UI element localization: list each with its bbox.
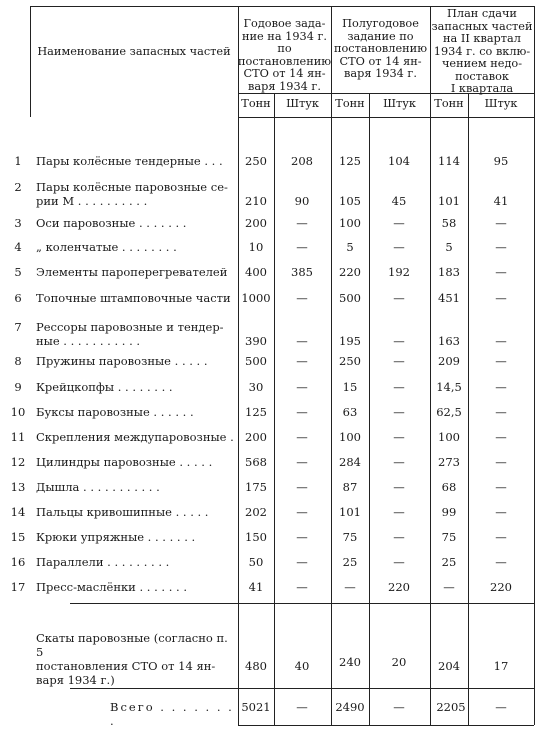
- cell-value: —: [393, 480, 405, 494]
- cell-value: —: [393, 530, 405, 544]
- row-number: 1: [14, 154, 22, 168]
- cell-value: —: [296, 334, 308, 348]
- row-number: 12: [10, 455, 26, 469]
- row-name: Пары колёсные тендерные . . .: [36, 154, 223, 168]
- skaty-value: 20: [391, 655, 407, 669]
- cell-value: 75: [342, 530, 358, 544]
- cell-value: 25: [441, 555, 457, 569]
- cell-value: 451: [438, 291, 460, 305]
- row-number: 15: [10, 530, 26, 544]
- row-number: 3: [14, 216, 22, 230]
- row-name: Пресс-маслёнки . . . . . . .: [36, 580, 188, 594]
- cell-value: 63: [342, 405, 358, 419]
- cell-value: 100: [339, 216, 361, 230]
- total-value: —: [296, 700, 308, 714]
- cell-value: 125: [339, 154, 361, 168]
- row-name: Элементы пароперегревателей: [36, 265, 228, 279]
- cell-value: —: [296, 580, 308, 594]
- row-name: Пары колёсные паровозные се- рии М . . . . . . . . . .: [36, 180, 228, 208]
- cell-value: 50: [248, 555, 264, 569]
- row-number: 4: [14, 240, 22, 254]
- row-number: 17: [10, 580, 26, 594]
- total-value: —: [495, 700, 507, 714]
- total-label: Всего . . . . . . . .: [110, 700, 234, 728]
- row-name: Дышла . . . . . . . . . . .: [36, 480, 160, 494]
- cell-value: 75: [441, 530, 457, 544]
- cell-value: —: [495, 555, 507, 569]
- cell-value: —: [393, 455, 405, 469]
- cell-value: 104: [388, 154, 410, 168]
- cell-value: —: [344, 580, 356, 594]
- skaty-name: Скаты паровозные (согласно п. 5 постановления СТО от 14 ян- варя 1934 г.): [36, 631, 228, 687]
- cell-value: —: [393, 216, 405, 230]
- row-number: 10: [10, 405, 26, 419]
- cell-value: 5: [346, 240, 354, 254]
- skaty-value: 17: [493, 659, 509, 673]
- row-number: 11: [10, 430, 26, 444]
- skaty-value: 204: [438, 659, 460, 673]
- total-value: 5021: [241, 700, 271, 714]
- row-name: Параллели . . . . . . . . .: [36, 555, 170, 569]
- cell-value: 99: [441, 505, 457, 519]
- unit-pcs: Штук: [383, 97, 416, 110]
- cell-value: —: [296, 555, 308, 569]
- cell-value: —: [443, 580, 455, 594]
- cell-value: 192: [388, 265, 410, 279]
- cell-value: 90: [294, 194, 310, 208]
- cell-value: 284: [339, 455, 361, 469]
- header-bottom-rule: [238, 117, 534, 118]
- skaty-value: 240: [339, 655, 361, 669]
- total-value: 2205: [436, 700, 466, 714]
- header-name-column: Наименование запасных частей: [37, 45, 231, 58]
- cell-value: 209: [438, 354, 460, 368]
- cell-value: 500: [245, 354, 267, 368]
- cell-value: —: [296, 530, 308, 544]
- skaty-value: 480: [245, 659, 267, 673]
- row-name: Крюки упряжные . . . . . . .: [36, 530, 196, 544]
- row-number: 13: [10, 480, 26, 494]
- cell-value: 101: [339, 505, 361, 519]
- total-value: 2490: [335, 700, 365, 714]
- cell-value: 15: [342, 380, 358, 394]
- cell-value: —: [495, 405, 507, 419]
- cell-value: 114: [438, 154, 460, 168]
- cell-value: 385: [291, 265, 313, 279]
- cell-value: 200: [245, 216, 267, 230]
- cell-value: —: [296, 405, 308, 419]
- unit-ton: Тонн: [241, 97, 271, 110]
- cell-value: 100: [438, 430, 460, 444]
- unit-ton: Тонн: [335, 97, 365, 110]
- row-name: Топочные штамповочные части: [36, 291, 231, 305]
- cell-value: —: [495, 354, 507, 368]
- cell-value: 390: [245, 334, 267, 348]
- cell-value: —: [393, 334, 405, 348]
- row-name: Цилиндры паровозные . . . . .: [36, 455, 213, 469]
- row-number: 9: [14, 380, 22, 394]
- skaty-rule: [70, 603, 534, 604]
- cell-value: 568: [245, 455, 267, 469]
- total-value: —: [393, 700, 405, 714]
- row-name: „ коленчатые . . . . . . . .: [36, 240, 177, 254]
- cell-value: 163: [438, 334, 460, 348]
- cell-value: —: [495, 530, 507, 544]
- header-annual-plan: Годовое зада- ние на 1934 г. по постановлению СТО от 14 ян- варя 1934 г.: [238, 17, 332, 93]
- row-number: 5: [14, 265, 22, 279]
- header-quarter-plan: План сдачи запасных частей на II квартал 1934 г. со вклю- чением недо- поставок I квартала: [431, 7, 533, 95]
- row-number: 6: [14, 291, 22, 305]
- cell-value: —: [393, 555, 405, 569]
- cell-value: —: [393, 430, 405, 444]
- cell-value: —: [393, 405, 405, 419]
- cell-value: 125: [245, 405, 267, 419]
- row-name: Скрепления междупаровозные .: [36, 430, 234, 444]
- cell-value: 250: [339, 354, 361, 368]
- cell-value: 220: [388, 580, 410, 594]
- cell-value: —: [296, 216, 308, 230]
- row-name: Оси паровозные . . . . . . .: [36, 216, 187, 230]
- cell-value: —: [393, 505, 405, 519]
- cell-value: 25: [342, 555, 358, 569]
- cell-value: 41: [493, 194, 509, 208]
- right-border: [534, 6, 535, 725]
- cell-value: —: [495, 291, 507, 305]
- cell-value: —: [296, 480, 308, 494]
- cell-value: 14,5: [436, 380, 462, 394]
- left-border: [30, 6, 31, 117]
- cell-value: —: [393, 354, 405, 368]
- cell-value: 41: [248, 580, 264, 594]
- cell-value: 62,5: [436, 405, 462, 419]
- row-name: Пружины паровозные . . . . .: [36, 354, 208, 368]
- cell-value: —: [495, 265, 507, 279]
- row-name: Крейцкопфы . . . . . . . .: [36, 380, 173, 394]
- cell-value: 400: [245, 265, 267, 279]
- cell-value: 105: [339, 194, 361, 208]
- unit-pcs: Штук: [286, 97, 319, 110]
- cell-value: 183: [438, 265, 460, 279]
- cell-value: 87: [342, 480, 358, 494]
- cell-value: —: [296, 380, 308, 394]
- unit-pcs: Штук: [484, 97, 518, 110]
- skaty-value: 40: [294, 659, 310, 673]
- cell-value: —: [495, 380, 507, 394]
- cell-value: 58: [441, 216, 457, 230]
- row-name: Пальцы кривошипные . . . . .: [36, 505, 209, 519]
- row-number: 8: [14, 354, 22, 368]
- cell-value: 95: [493, 154, 509, 168]
- cell-value: 220: [490, 580, 512, 594]
- cell-value: —: [495, 216, 507, 230]
- cell-value: 195: [339, 334, 361, 348]
- cell-value: —: [296, 455, 308, 469]
- cell-value: 500: [339, 291, 361, 305]
- cell-value: 202: [245, 505, 267, 519]
- cell-value: —: [495, 240, 507, 254]
- cell-value: 1000: [241, 291, 271, 305]
- row-name: Буксы паровозные . . . . . .: [36, 405, 194, 419]
- cell-value: —: [495, 505, 507, 519]
- cell-value: —: [495, 334, 507, 348]
- cell-value: 208: [291, 154, 313, 168]
- cell-value: 5: [445, 240, 453, 254]
- cell-value: —: [296, 354, 308, 368]
- cell-value: —: [296, 505, 308, 519]
- cell-value: 10: [248, 240, 264, 254]
- row-number: 2: [14, 180, 22, 194]
- cell-value: —: [296, 430, 308, 444]
- cell-value: 68: [441, 480, 457, 494]
- cell-value: —: [495, 430, 507, 444]
- cell-value: 175: [245, 480, 267, 494]
- cell-value: 30: [248, 380, 264, 394]
- total-rule: [70, 688, 534, 689]
- bottom-rule: [238, 725, 534, 726]
- cell-value: —: [296, 240, 308, 254]
- row-number: 14: [10, 505, 26, 519]
- row-number: 16: [10, 555, 26, 569]
- unit-ton: Тонн: [434, 97, 464, 110]
- cell-value: —: [296, 291, 308, 305]
- row-name: Рессоры паровозные и тендер- ные . . . . . . . . . . .: [36, 320, 224, 348]
- cell-value: 100: [339, 430, 361, 444]
- cell-value: —: [393, 240, 405, 254]
- cell-value: 45: [391, 194, 407, 208]
- cell-value: 210: [245, 194, 267, 208]
- cell-value: 200: [245, 430, 267, 444]
- cell-value: —: [393, 380, 405, 394]
- row-number: 7: [14, 320, 22, 334]
- cell-value: —: [495, 480, 507, 494]
- cell-value: 150: [245, 530, 267, 544]
- cell-value: —: [393, 291, 405, 305]
- cell-value: —: [495, 455, 507, 469]
- header-half-year-plan: Полугодовое задание по постановлению СТО от 14 ян- варя 1934 г.: [333, 17, 428, 80]
- cell-value: 101: [438, 194, 460, 208]
- cell-value: 220: [339, 265, 361, 279]
- cell-value: 250: [245, 154, 267, 168]
- cell-value: 273: [438, 455, 460, 469]
